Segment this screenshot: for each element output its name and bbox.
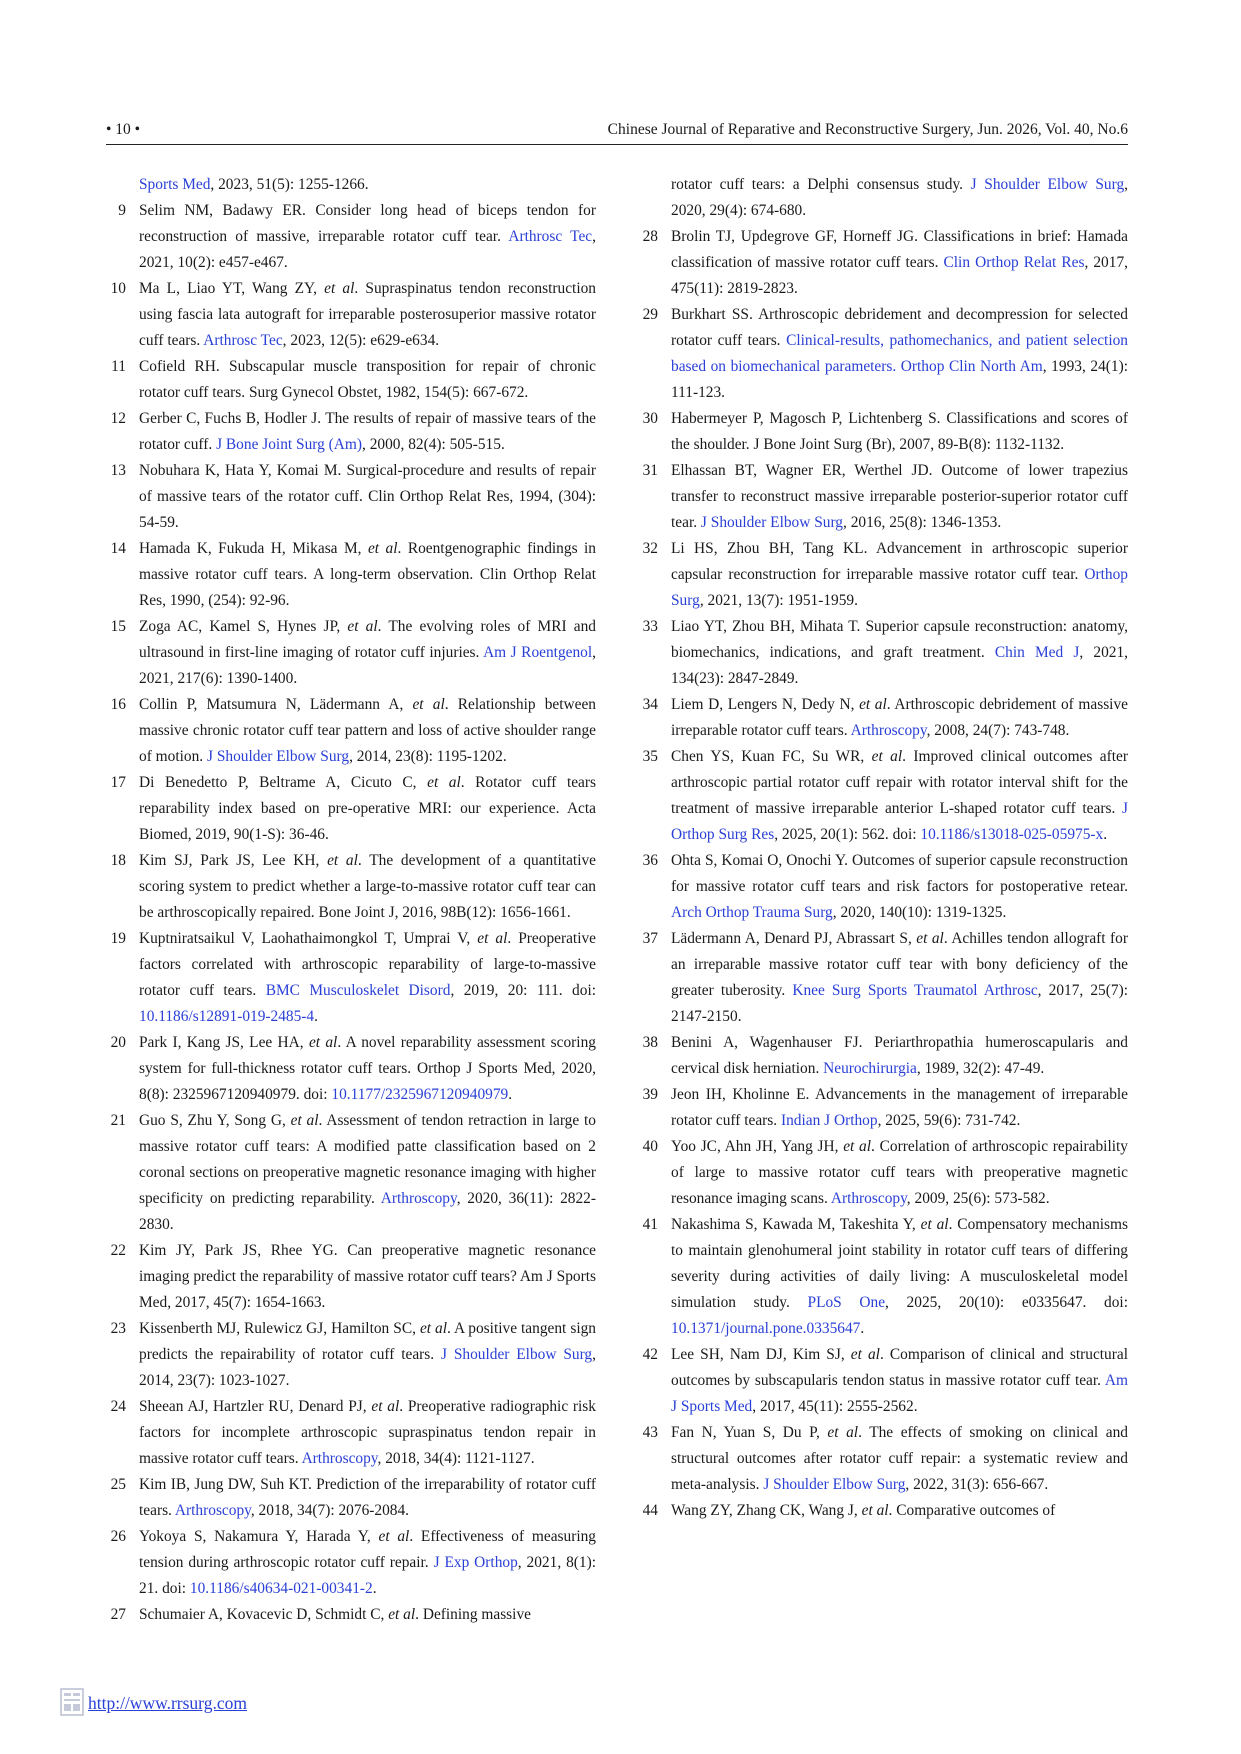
reference-text-segment: Ohta S, Komai O, Onochi Y. Outcomes of superior capsule reconstruction for massive rotator cuff tears and risk factors for postoperative retear. <box>671 852 1128 895</box>
et-al-italic: et al <box>861 1502 889 1519</box>
reference-entry <box>106 198 596 276</box>
reference-text-segment: Liem D, Lengers N, Dedy N, <box>671 696 860 713</box>
reference-number: 44 <box>642 1502 658 1519</box>
reference-text-segment: . A novel reparability assessment scoring system for full-thickness rotator cuff tears. Orthop J Sports Med, 2020, 8(8): 2325967120940979. doi: <box>139 1034 596 1103</box>
reference-text-segment: . Preoperative radiographic risk factors for incomplete arthroscopic supraspinatus tendon repair in massive rotator cuff tears. <box>139 1398 596 1467</box>
reference-link[interactable]: Orthop Surg <box>671 566 1128 609</box>
reference-text-segment: Kim SJ, Park JS, Lee KH, <box>139 852 328 869</box>
reference-text <box>139 458 596 536</box>
reference-link[interactable]: J Shoulder Elbow Surg <box>763 1476 906 1493</box>
reference-text-segment: . Comparison of clinical and structural outcomes by subscapularis tendon status in massive rotator cuff tear. <box>671 1346 1128 1389</box>
reference-entry <box>106 1030 596 1108</box>
reference-text-segment: Yokoya S, Nakamura Y, Harada Y, <box>139 1528 379 1545</box>
et-al-italic: et al <box>871 748 903 765</box>
reference-entry <box>638 692 1128 744</box>
reference-link[interactable]: 10.1186/s12891-019-2485-4 <box>139 1008 315 1025</box>
reference-text <box>139 926 596 1030</box>
reference-text-segment: . Effectiveness of measuring tension during arthroscopic rotator cuff repair. <box>139 1528 596 1571</box>
reference-text-segment: . Achilles tendon allograft for an irreparable massive rotator cuff tear with bony deficiency of the greater tuberosity. <box>671 930 1128 999</box>
reference-number: 41 <box>642 1216 658 1233</box>
reference-link[interactable]: Am J Roentgenol <box>483 644 593 661</box>
et-al-italic: et al <box>419 1320 448 1337</box>
reference-text-segment: , 2020, 140(10): 1319-1325. <box>832 904 1007 921</box>
reference-entry <box>638 1134 1128 1212</box>
reference-text-segment: , 2022, 31(3): 656-667. <box>905 1476 1049 1493</box>
reference-column-right <box>638 172 1128 1524</box>
reference-text <box>671 744 1128 848</box>
reference-entry <box>106 848 596 926</box>
reference-entry <box>106 1524 596 1602</box>
et-al-italic: et al <box>427 774 461 791</box>
reference-text <box>671 458 1128 536</box>
et-al-italic: et al <box>308 1034 338 1051</box>
reference-text <box>671 848 1128 926</box>
reference-text <box>139 276 596 354</box>
reference-text-segment: Brolin TJ, Updegrove GF, Horneff JG. Classifications in brief: Hamada classification of massive rotator cuff tears. <box>671 228 1128 271</box>
et-al-italic: et al <box>477 930 508 947</box>
reference-text-segment: . Comparative outcomes of <box>888 1502 1056 1519</box>
reference-entry <box>638 1030 1128 1082</box>
reference-text-segment: , 2000, 82(4): 505-515. <box>362 436 505 453</box>
reference-text <box>671 1498 1128 1524</box>
reference-entry <box>638 926 1128 1030</box>
reference-text-segment: , 2021, 134(23): 2847-2849. <box>671 644 1129 687</box>
reference-text-segment: , 2023, 12(5): e629-e634. <box>282 332 440 349</box>
reference-text-segment: . A positive tangent sign predicts the repairability of rotator cuff tears. <box>139 1320 596 1363</box>
reference-text <box>671 926 1128 1030</box>
reference-entry <box>638 1082 1128 1134</box>
reference-text-segment: Li HS, Zhou BH, Tang KL. Advancement in arthroscopic superior capsular reconstruction for irreparable massive rotator cuff tear. <box>671 540 1128 583</box>
reference-entry <box>638 406 1128 458</box>
reference-text <box>139 848 596 926</box>
reference-text-segment: . <box>314 1008 318 1025</box>
reference-link[interactable]: Clinical-results, pathomechanics, and patient selection based on biomechanical parameters. Orthop Clin North Am <box>671 332 1128 375</box>
reference-link[interactable]: Arthroscopy <box>830 1190 907 1207</box>
reference-text <box>671 1420 1128 1498</box>
reference-number: 18 <box>110 852 126 869</box>
reference-text <box>139 692 596 770</box>
reference-text <box>139 172 596 198</box>
reference-text-segment: . Rotator cuff tears reparability index based on pre-operative MRI: our experience. Acta Biomed, 2019, 90(1-S): 36-46. <box>139 774 596 843</box>
reference-entry <box>638 172 1128 224</box>
reference-link[interactable]: 10.1371/journal.pone.0335647 <box>671 1320 861 1337</box>
reference-text <box>671 172 1128 224</box>
reference-text <box>139 770 596 848</box>
reference-text-segment: Hamada K, Fukuda H, Mikasa M, <box>139 540 368 557</box>
reference-link[interactable]: 10.1186/s13018-025-05975-x <box>920 826 1104 843</box>
reference-text-segment: Di Benedetto P, Beltrame A, Cicuto C, <box>139 774 428 791</box>
reference-number: 28 <box>642 228 658 245</box>
reference-entry <box>106 276 596 354</box>
reference-text-segment: , 2025, 20(1): 562. doi: <box>774 826 921 843</box>
reference-text-segment: Guo S, Zhu Y, Song G, <box>139 1112 291 1129</box>
et-al-italic: et al <box>920 1216 949 1233</box>
reference-text-segment: . <box>508 1086 513 1103</box>
reference-text <box>671 1134 1128 1212</box>
reference-text-segment: . Correlation of arthroscopic repairability of large to massive rotator cuff tears with preoperative magnetic resonance imaging scans. <box>671 1138 1128 1207</box>
reference-text-segment: Ma L, Liao YT, Wang ZY, <box>139 280 325 297</box>
reference-text <box>671 614 1128 692</box>
reference-entry <box>106 926 596 1030</box>
et-al-italic: et al <box>378 1528 410 1545</box>
reference-text-segment: Fan N, Yuan S, Du P, <box>671 1424 828 1441</box>
reference-text-segment: , 2025, 20(10): e0335647. doi: <box>885 1294 1128 1311</box>
reference-entry <box>106 692 596 770</box>
reference-link[interactable]: Arthroscopy <box>301 1450 378 1467</box>
footer-website-link[interactable]: http://www.rrsurg.com <box>88 1693 247 1713</box>
journal-logo-icon <box>60 1688 84 1716</box>
reference-number: 30 <box>642 410 658 427</box>
reference-text <box>671 1082 1128 1134</box>
reference-text-segment: , 2023, 51(5): 1255-1266. <box>210 176 369 193</box>
et-al-italic: et al <box>327 852 358 869</box>
reference-entry <box>106 1108 596 1238</box>
reference-text-segment: , 2021, 8(1): 21. doi: <box>139 1554 596 1597</box>
reference-text <box>671 1030 1128 1082</box>
reference-entry <box>638 1498 1128 1524</box>
reference-text-segment: . <box>1103 826 1108 843</box>
et-al-italic: et al <box>367 540 398 557</box>
reference-text-segment: . Arthroscopic debridement of massive irreparable rotator cuff tears. <box>671 696 1128 739</box>
reference-entry <box>638 224 1128 302</box>
reference-text <box>671 1212 1128 1342</box>
reference-text-segment: Burkhart SS. Arthroscopic debridement and decompression for selected rotator cuff tears. <box>671 306 1128 349</box>
reference-text-segment: Jeon IH, Kholinne E. Advancements in the management of irreparable rotator cuff tears. <box>671 1086 1128 1129</box>
reference-text-segment: Elhassan BT, Wagner ER, Werthel JD. Outcome of lower trapezius transfer to reconstruct massive irreparable posterior-superior rotator cuff tear. <box>671 462 1128 531</box>
reference-number: 27 <box>110 1606 126 1623</box>
reference-text-segment: Cofield RH. Subscapular muscle transposition for repair of chronic rotator cuff tears. Surg Gynecol Obstet, 1982, 154(5): 667-672. <box>139 358 596 401</box>
reference-number: 25 <box>110 1476 126 1493</box>
reference-text-segment: . Roentgenographic findings in massive rotator cuff tears. A long-term observation. Clin Orthop Relat Res, 1990, (254): 92-96. <box>139 540 596 609</box>
reference-text-segment: . The development of a quantitative scoring system to predict whether a large-to-massive rotator cuff tear can be arthroscopically repaired. Bone Joint J, 2016, 98B(12): 1656-1661. <box>139 852 596 921</box>
reference-text-segment: Zoga AC, Kamel S, Hynes JP, <box>139 618 348 635</box>
reference-entry <box>638 614 1128 692</box>
reference-entry <box>106 406 596 458</box>
reference-text-segment: , 2018, 34(4): 1121-1127. <box>377 1450 535 1467</box>
reference-link[interactable]: J Shoulder Elbow Surg <box>206 748 350 765</box>
reference-text-segment: Kissenberth MJ, Rulewicz GJ, Hamilton SC, <box>139 1320 420 1337</box>
et-al-italic: et al <box>290 1112 319 1129</box>
reference-link[interactable]: 10.1186/s40634-021-00341-2 <box>189 1580 373 1597</box>
reference-text <box>139 1394 596 1472</box>
journal-title: Chinese Journal of Reparative and Reconstructive Surgery, Jun. 2026, Vol. 40, No.6 <box>607 121 1128 138</box>
reference-number: 19 <box>110 930 126 947</box>
reference-text-segment: , 2009, 25(6): 573-582. <box>906 1190 1050 1207</box>
reference-text <box>671 1342 1128 1420</box>
reference-text-segment: , 2014, 23(7): 1023-1027. <box>139 1346 596 1389</box>
reference-entry <box>106 1472 596 1524</box>
reference-entry <box>638 458 1128 536</box>
reference-text-segment: Kim JY, Park JS, Rhee YG. Can preoperative magnetic resonance imaging predict the reparability of massive rotator cuff tears? Am J Sports Med, 2017, 45(7): 1654-1663. <box>139 1242 596 1311</box>
reference-entry <box>638 1420 1128 1498</box>
reference-text-segment: , 2017, 475(11): 2819-2823. <box>671 254 1128 297</box>
reference-text-segment: . Compensatory mechanisms to maintain glenohumeral joint stability in rotator cuff tears of differing severity during activities of daily living: A musculoskeletal model simulation study. <box>671 1216 1129 1311</box>
reference-number: 14 <box>110 540 126 557</box>
reference-text-segment: Lädermann A, Denard PJ, Abrassart S, <box>671 930 917 947</box>
reference-entry <box>106 1394 596 1472</box>
reference-text-segment: Schumaier A, Kovacevic D, Schmidt C, <box>139 1606 389 1623</box>
reference-text-segment: . Relationship between massive chronic rotator cuff tear pattern and loss of active shoulder range of motion. <box>139 696 596 765</box>
reference-entry <box>638 302 1128 406</box>
reference-text-segment: Kuptniratsaikul V, Laohathaimongkol T, Umprai V, <box>139 930 478 947</box>
reference-text-segment: Benini A, Wagenhauser FJ. Periarthropathia humeroscapularis and cervical disk herniation. <box>671 1034 1128 1077</box>
reference-text <box>671 536 1128 614</box>
reference-text-segment: , 2021, 217(6): 1390-1400. <box>139 644 596 687</box>
reference-text-segment: . The effects of smoking on clinical and structural outcomes after rotator cuff repair: a systematic review and meta-analysis. <box>671 1424 1128 1493</box>
reference-link[interactable]: Clin Orthop Relat Res <box>943 254 1085 271</box>
reference-link[interactable]: Arthroscopy <box>850 722 927 739</box>
reference-entry <box>106 770 596 848</box>
reference-number: 39 <box>642 1086 658 1103</box>
reference-link[interactable]: 10.1177/2325967120940979 <box>331 1086 509 1103</box>
reference-text-segment: , 2018, 34(7): 2076-2084. <box>250 1502 410 1519</box>
reference-text-segment: . <box>372 1580 377 1597</box>
et-al-italic: et al <box>388 1606 416 1623</box>
reference-text-segment: . Improved clinical outcomes after arthroscopic partial rotator cuff repair with rotator interval shift for the treatment of massive irreparable anterior L-shaped rotator cuff tears. <box>671 748 1128 817</box>
reference-column-left <box>106 172 596 1628</box>
reference-number: 34 <box>642 696 658 713</box>
reference-number: 22 <box>110 1242 126 1259</box>
reference-link[interactable]: Arthroscopy <box>174 1502 251 1519</box>
reference-text <box>139 406 596 458</box>
reference-text-segment: , 1993, 24(1): 111-123. <box>671 358 1128 401</box>
reference-text-segment: . <box>860 1320 865 1337</box>
reference-text <box>139 198 596 276</box>
reference-text-segment: , 2008, 24(7): 743-748. <box>926 722 1070 739</box>
reference-text-segment: Wang ZY, Zhang CK, Wang J, <box>671 1502 862 1519</box>
reference-entry <box>106 458 596 536</box>
reference-text <box>139 1316 596 1394</box>
et-al-italic: et al <box>371 1398 400 1415</box>
reference-text-segment: , 1989, 32(2): 47-49. <box>916 1060 1045 1077</box>
running-header <box>106 122 1128 145</box>
reference-link[interactable]: Arthroscopy <box>380 1190 457 1207</box>
reference-entry <box>638 848 1128 926</box>
reference-number: 38 <box>642 1034 658 1051</box>
reference-text-segment: Sheean AJ, Hartzler RU, Denard PJ, <box>139 1398 372 1415</box>
reference-number: 9 <box>118 202 126 219</box>
reference-text-segment: Nobuhara K, Hata Y, Komai M. Surgical-procedure and results of repair of massive tears of the rotator cuff. Clin Orthop Relat Res, 1994, (304): 54-59. <box>139 462 596 531</box>
reference-link[interactable]: Knee Surg Sports Traumatol Arthrosc <box>792 982 1038 999</box>
reference-number: 15 <box>110 618 126 635</box>
reference-number: 20 <box>110 1034 126 1051</box>
reference-number: 21 <box>110 1112 126 1129</box>
reference-link[interactable]: BMC Musculoskelet Disord <box>265 982 451 999</box>
reference-link[interactable]: Arch Orthop Trauma Surg <box>671 904 833 921</box>
reference-text <box>139 614 596 692</box>
reference-link[interactable]: J Bone Joint Surg (Am) <box>216 436 363 453</box>
reference-number: 23 <box>110 1320 126 1337</box>
reference-number: 32 <box>642 540 658 557</box>
reference-link[interactable]: J Shoulder Elbow Surg <box>970 176 1125 193</box>
reference-text <box>139 1472 596 1524</box>
et-al-italic: et al <box>324 280 355 297</box>
reference-entry <box>638 536 1128 614</box>
reference-entry <box>638 1212 1128 1342</box>
reference-text-segment: , 2021, 10(2): e457-e467. <box>139 228 596 271</box>
reference-number: 35 <box>642 748 658 765</box>
reference-text-segment: . Preoperative factors correlated with arthroscopic reparability of large-to-massive rotator cuff tears. <box>139 930 596 999</box>
reference-link[interactable]: Am J Sports Med <box>671 1372 1128 1415</box>
reference-text-segment: , 2016, 25(8): 1346-1353. <box>843 514 1002 531</box>
reference-text <box>139 1108 596 1238</box>
reference-entry <box>106 1602 596 1628</box>
reference-text-segment: , 2017, 25(7): 2147-2150. <box>671 982 1128 1025</box>
reference-text-segment: Selim NM, Badawy ER. Consider long head of biceps tendon for reconstruction of massive, irreparable rotator cuff tear. <box>139 202 596 245</box>
reference-text-segment: Gerber C, Fuchs B, Hodler J. The results of repair of massive tears of the rotator cuff. <box>139 410 596 453</box>
reference-link[interactable]: Neurochirurgia <box>823 1060 917 1077</box>
reference-text-segment: . The evolving roles of MRI and ultrasound in first-line imaging of rotator cuff injuries. <box>139 618 596 661</box>
reference-entry <box>106 354 596 406</box>
reference-number: 24 <box>110 1398 126 1415</box>
reference-number: 42 <box>642 1346 658 1363</box>
et-al-italic: et al <box>850 1346 880 1363</box>
reference-number: 26 <box>110 1528 126 1545</box>
reference-text-segment: Chen YS, Kuan FC, Su WR, <box>671 748 872 765</box>
et-al-italic: et al <box>843 1138 872 1155</box>
reference-text-segment: , 2019, 20: 111. doi: <box>450 982 597 999</box>
reference-link[interactable]: Indian J Orthop <box>780 1112 878 1129</box>
reference-link[interactable]: Sports Med <box>139 176 211 193</box>
reference-text-segment: , 2021, 13(7): 1951-1959. <box>699 592 858 609</box>
reference-link[interactable]: J Orthop Surg Res <box>671 800 1128 843</box>
reference-text <box>139 536 596 614</box>
reference-text <box>139 1238 596 1316</box>
reference-text-segment: Yoo JC, Ahn JH, Yang JH, <box>671 1138 844 1155</box>
reference-link[interactable]: J Exp Orthop <box>433 1554 518 1571</box>
reference-number: 12 <box>110 410 126 427</box>
reference-number: 33 <box>642 618 658 635</box>
reference-number: 29 <box>642 306 658 323</box>
reference-text-segment: Lee SH, Nam DJ, Kim SJ, <box>671 1346 851 1363</box>
reference-link[interactable]: PLoS One <box>807 1294 886 1311</box>
reference-link[interactable]: Arthrosc Tec <box>203 332 283 349</box>
reference-text <box>139 354 596 406</box>
reference-text-segment: rotator cuff tears: a Delphi consensus study. <box>671 176 971 193</box>
reference-text <box>139 1524 596 1602</box>
reference-text-segment: Park I, Kang JS, Lee HA, <box>139 1034 309 1051</box>
reference-text-segment: Liao YT, Zhou BH, Mihata T. Superior capsule reconstruction: anatomy, biomechanics, indications, and graft treatment. <box>671 618 1128 661</box>
reference-text-segment: Nakashima S, Kawada M, Takeshita Y, <box>671 1216 921 1233</box>
reference-number: 11 <box>111 358 126 375</box>
et-al-italic: et al <box>827 1424 859 1441</box>
page-footer <box>60 1688 247 1716</box>
reference-entry <box>106 172 596 198</box>
reference-number: 40 <box>642 1138 658 1155</box>
reference-text-segment: . Assessment of tendon retraction in large to massive rotator cuff tears: A modified patte classification based on 2 coronal sections on preoperative magnetic resonance imaging with higher specificity on predicting reparability. <box>139 1112 596 1207</box>
reference-text <box>671 224 1128 302</box>
et-al-italic: et al <box>859 696 887 713</box>
reference-text <box>671 302 1128 406</box>
reference-link[interactable]: J Shoulder Elbow Surg <box>441 1346 593 1363</box>
reference-number: 17 <box>110 774 126 791</box>
reference-number: 31 <box>642 462 658 479</box>
reference-entry <box>638 744 1128 848</box>
reference-number: 10 <box>110 280 126 297</box>
reference-text-segment: , 2017, 45(11): 2555-2562. <box>752 1398 918 1415</box>
reference-text-segment: Habermeyer P, Magosch P, Lichtenberg S. Classifications and scores of the shoulder. J Bone Joint Surg (Br), 2007, 89-B(8): 1132-1132. <box>671 410 1128 453</box>
reference-text <box>139 1602 596 1628</box>
reference-text-segment: , 2020, 29(4): 674-680. <box>671 176 1128 219</box>
reference-number: 36 <box>642 852 658 869</box>
reference-text-segment: , 2025, 59(6): 731-742. <box>877 1112 1021 1129</box>
reference-entry <box>638 1342 1128 1420</box>
reference-number: 43 <box>642 1424 658 1441</box>
reference-text <box>671 692 1128 744</box>
reference-link[interactable]: Chin Med J <box>994 644 1080 661</box>
reference-text-segment: Kim IB, Jung DW, Suh KT. Prediction of the irreparability of rotator cuff tears. <box>139 1476 596 1519</box>
reference-text-segment: . Defining massive <box>415 1606 531 1623</box>
reference-entry <box>106 1316 596 1394</box>
reference-entry <box>106 614 596 692</box>
et-al-italic: et al <box>347 618 378 635</box>
reference-text <box>671 406 1128 458</box>
reference-number: 37 <box>642 930 658 947</box>
reference-number: 16 <box>110 696 126 713</box>
reference-text-segment: . Supraspinatus tendon reconstruction using fascia lata autograft for irreparable posterosuperior massive rotator cuff tears. <box>139 280 596 349</box>
reference-entry <box>106 536 596 614</box>
reference-link[interactable]: Arthrosc Tec <box>508 228 593 245</box>
page-number: • 10 • <box>106 121 141 138</box>
reference-text <box>139 1030 596 1108</box>
reference-link[interactable]: J Shoulder Elbow Surg <box>700 514 844 531</box>
reference-entry <box>106 1238 596 1316</box>
et-al-italic: et al <box>916 930 944 947</box>
reference-text-segment: , 2020, 36(11): 2822-2830. <box>139 1190 596 1233</box>
reference-text-segment: Collin P, Matsumura N, Lädermann A, <box>139 696 413 713</box>
reference-number: 13 <box>110 462 126 479</box>
reference-text-segment: , 2014, 23(8): 1195-1202. <box>349 748 507 765</box>
et-al-italic: et al <box>412 696 445 713</box>
